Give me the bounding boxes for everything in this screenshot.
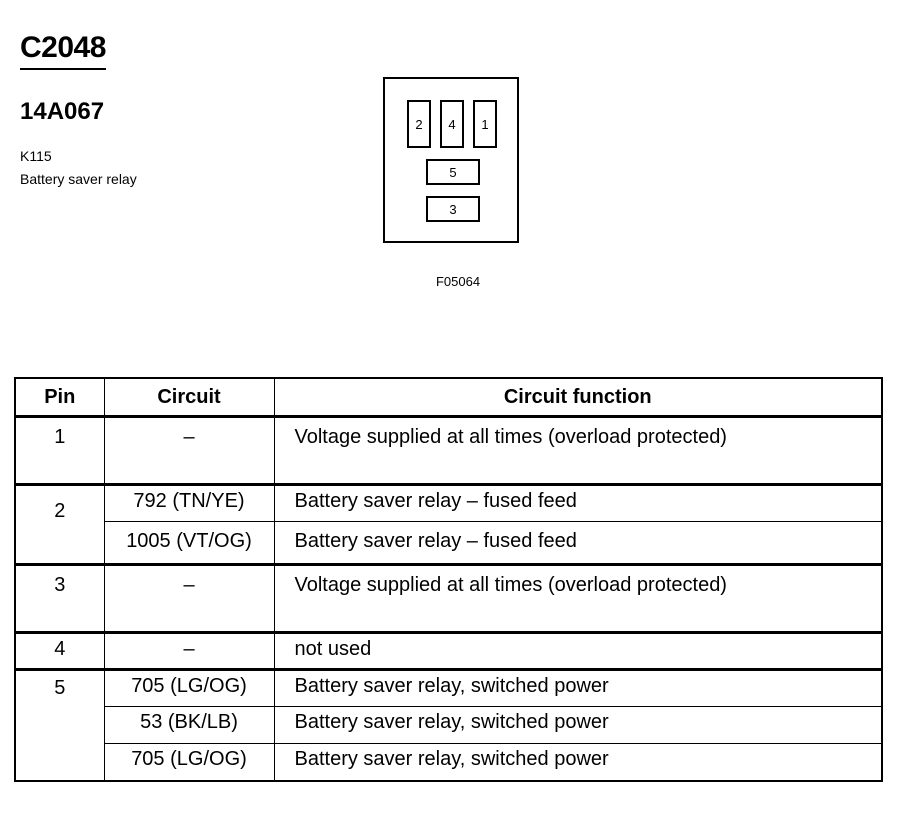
pin-cell: 5 (15, 670, 104, 781)
component-id: K115 (20, 148, 52, 164)
circuit-cell: 53 (BK/LB) (104, 707, 274, 744)
function-cell: Voltage supplied at all times (overload protected) (274, 565, 882, 633)
pin-cell: 4 (15, 633, 104, 670)
table-row (15, 417, 882, 485)
table-row (15, 670, 882, 707)
table-row (15, 707, 882, 744)
function-cell: Battery saver relay – fused feed (274, 522, 882, 565)
pin-slot-5: 5 (426, 159, 480, 185)
function-cell: Battery saver relay, switched power (274, 707, 882, 744)
component-name: Battery saver relay (20, 171, 137, 187)
header-circuit-function: Circuit function (274, 378, 882, 417)
table-row (15, 744, 882, 781)
pin-cell: 3 (15, 565, 104, 633)
pin-slot-2: 2 (407, 100, 431, 148)
pin-slot-3: 3 (426, 196, 480, 222)
pin-slot-1: 1 (473, 100, 497, 148)
circuit-cell: 792 (TN/YE) (104, 485, 274, 522)
table-row (15, 485, 882, 522)
function-cell: Voltage supplied at all times (overload protected) (274, 417, 882, 485)
pin-cell: 2 (15, 485, 104, 565)
table-row (15, 522, 882, 565)
table-header-row (15, 378, 882, 417)
pin-cell: 1 (15, 417, 104, 485)
header-circuit: Circuit (104, 378, 274, 417)
part-number: 14A067 (20, 98, 105, 125)
pin-table (14, 377, 883, 782)
circuit-cell: – (104, 633, 274, 670)
circuit-cell: 1005 (VT/OG) (104, 522, 274, 565)
pin-slot-4: 4 (440, 100, 464, 148)
function-cell: Battery saver relay, switched power (274, 744, 882, 781)
function-cell: Battery saver relay, switched power (274, 670, 882, 707)
connector-id: C2048 (20, 30, 106, 70)
header-pin: Pin (15, 378, 104, 417)
circuit-cell: – (104, 565, 274, 633)
function-cell: Battery saver relay – fused feed (274, 485, 882, 522)
figure-code: F05064 (435, 274, 481, 289)
circuit-cell: – (104, 417, 274, 485)
connector-face-diagram (383, 77, 519, 243)
circuit-cell: 705 (LG/OG) (104, 670, 274, 707)
table-row (15, 633, 882, 670)
table-row (15, 565, 882, 633)
circuit-cell: 705 (LG/OG) (104, 744, 274, 781)
function-cell: not used (274, 633, 882, 670)
